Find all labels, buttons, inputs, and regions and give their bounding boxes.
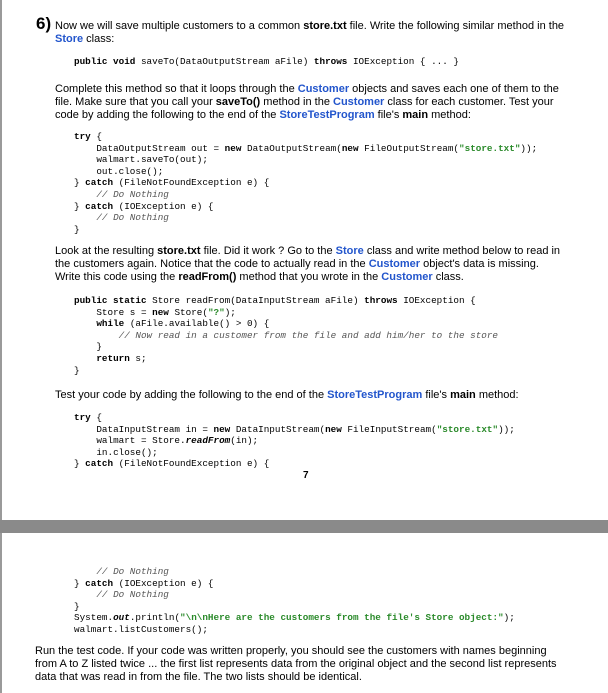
page-separator [0, 520, 608, 533]
code-block-2: public static Store readFrom(DataInputStream aFile) throws IOException { Store s = new Store("?"); while (aFile.available() > 0) { // Now read in a customer from the file and add him/her to the store } return s; } [74, 295, 499, 376]
code-block-4: // Do Nothing } catch (IOException e) { // Do Nothing } System.out.println("\n\nHere are the customers from the file's Store object:"); walmart.listCustomers(); [74, 566, 515, 635]
class-ref: Store [55, 33, 84, 45]
para5-line-2: from A to Z listed twice ... the first list represents data from the original object and the second list represents [35, 658, 557, 670]
intro-line-2: Store class: [55, 33, 115, 45]
para2-line-2: file. Make sure that you call your saveTo() method in the Customer class for each customer. Test your [55, 96, 554, 108]
intro-line-1: Now we will save multiple customers to a common store.txt file. Write the following similar method in the [55, 20, 565, 32]
para5-line-3: data that was read in from the file. The two lists should be identical. [35, 671, 362, 683]
question-number: 6) [36, 14, 52, 33]
para3-line-3: Write this code using the readFrom() method that you wrote in the Customer class. [55, 271, 464, 283]
para2-line-1: Complete this method so that it loops through the Customer objects and saves each one of them to the [55, 83, 559, 95]
para2-line-3: code by adding the following to the end of the StoreTestProgram file's main method: [55, 109, 471, 121]
page-border [0, 533, 2, 693]
para3-line-1: Look at the resulting store.txt file. Did it work ? Go to the Store class and write method below to read in [55, 245, 561, 257]
page-number: 7 [303, 470, 309, 481]
para3-line-2: the customers again. Notice that the code to actually read in the Customer object's data is missing. [55, 258, 539, 270]
saveto-signature: public void saveTo(DataOutputStream aFile) throws IOException { ... } [74, 56, 459, 67]
para5-line-1: Run the test code. If your code was written properly, you should see the customers with names beginning [35, 645, 547, 657]
page-border [0, 0, 2, 520]
code-block-3: try { DataInputStream in = new DataInputStream(new FileInputStream("store.txt")); walmart = Store.readFrom(in); in.close(); } catch (FileNotFoundException e) { [74, 412, 515, 470]
code-block-1: try { DataOutputStream out = new DataOutputStream(new FileOutputStream("store.txt")); walmart.saveTo(out); out.close(); } catch (FileNotFoundException e) { // Do Nothing } catch (IOException e) { // Do Nothing } [74, 131, 538, 235]
para4-line-1: Test your code by adding the following to the end of the StoreTestProgram file's main method: [55, 389, 519, 401]
